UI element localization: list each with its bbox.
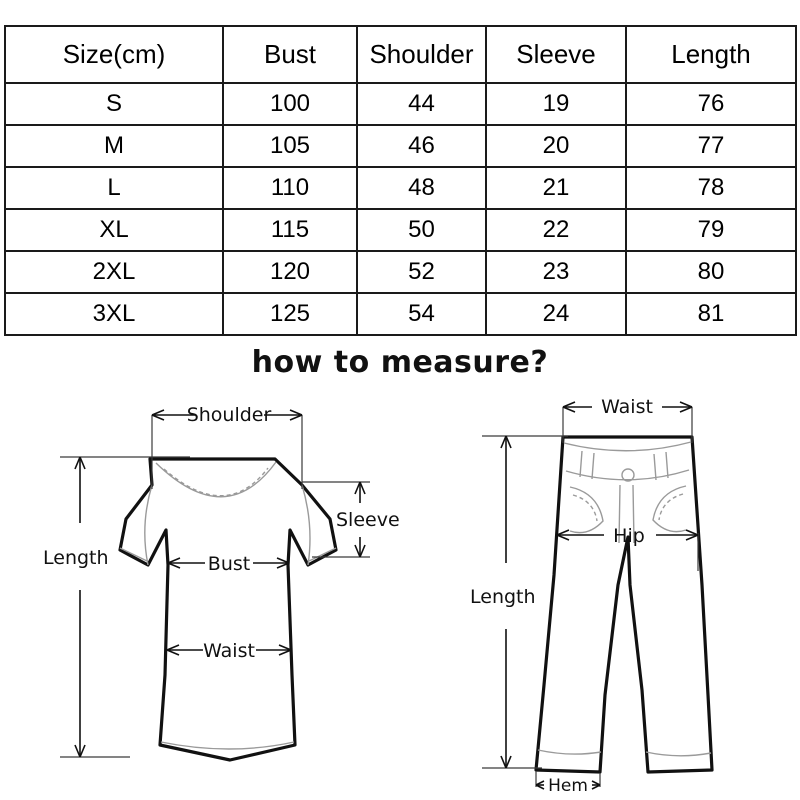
cell-size: XL	[5, 209, 223, 251]
table-header	[5, 26, 796, 83]
cell-length: 81	[626, 293, 796, 335]
cell-shoulder: 48	[357, 167, 486, 209]
cell-length: 80	[626, 251, 796, 293]
cell-bust: 100	[223, 83, 357, 125]
cell-shoulder: 54	[357, 293, 486, 335]
pants-measurement-diagram	[470, 385, 800, 800]
cell-size: M	[5, 125, 223, 167]
cell-length: 78	[626, 167, 796, 209]
table-header-row	[5, 26, 796, 83]
cell-sleeve: 21	[486, 167, 626, 209]
table-row	[5, 167, 796, 209]
pants-label-waist: Waist	[601, 396, 653, 418]
cell-shoulder: 46	[357, 125, 486, 167]
column-header-size: Size(cm)	[5, 26, 223, 83]
table-row	[5, 83, 796, 125]
cell-length: 79	[626, 209, 796, 251]
cell-size: S	[5, 83, 223, 125]
cell-shoulder: 44	[357, 83, 486, 125]
cell-size: 2XL	[5, 251, 223, 293]
cell-bust: 120	[223, 251, 357, 293]
cell-bust: 115	[223, 209, 357, 251]
cell-sleeve: 19	[486, 83, 626, 125]
cell-sleeve: 24	[486, 293, 626, 335]
shirt-measurement-diagram	[40, 385, 420, 800]
size-chart-table-container	[4, 25, 795, 336]
table-row	[5, 293, 796, 335]
pants-outline	[536, 437, 712, 772]
pants-label-hem: Hem	[548, 776, 588, 796]
shirt-label-shoulder: Shoulder	[186, 404, 272, 426]
table-row	[5, 209, 796, 251]
shirt-outline	[120, 459, 336, 760]
cell-shoulder: 52	[357, 251, 486, 293]
column-header-length: Length	[626, 26, 796, 83]
shirt-label-length: Length	[43, 547, 109, 569]
column-header-bust: Bust	[223, 26, 357, 83]
column-header-sleeve: Sleeve	[486, 26, 626, 83]
cell-shoulder: 50	[357, 209, 486, 251]
cell-size: L	[5, 167, 223, 209]
cell-bust: 110	[223, 167, 357, 209]
shirt-label-waist: Waist	[203, 640, 255, 662]
cell-length: 76	[626, 83, 796, 125]
cell-bust: 105	[223, 125, 357, 167]
shirt-label-sleeve: Sleeve	[336, 509, 400, 531]
pants-label-length: Length	[470, 586, 536, 608]
cell-bust: 125	[223, 293, 357, 335]
shirt-label-bust: Bust	[207, 553, 251, 575]
cell-size: 3XL	[5, 293, 223, 335]
section-heading-how-to-measure: how to measure?	[251, 345, 549, 380]
cell-sleeve: 22	[486, 209, 626, 251]
size-chart-table	[4, 25, 797, 336]
cell-sleeve: 23	[486, 251, 626, 293]
pants-label-hip: Hip	[613, 525, 645, 547]
table-row	[5, 251, 796, 293]
table-body	[5, 83, 796, 335]
measurement-diagrams	[0, 385, 800, 800]
cell-sleeve: 20	[486, 125, 626, 167]
column-header-shoulder: Shoulder	[357, 26, 486, 83]
table-row	[5, 125, 796, 167]
cell-length: 77	[626, 125, 796, 167]
